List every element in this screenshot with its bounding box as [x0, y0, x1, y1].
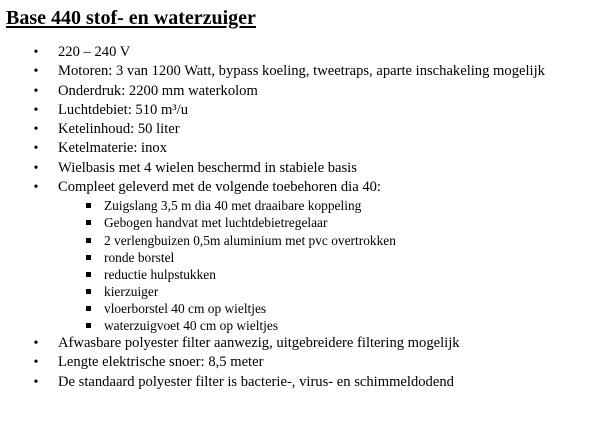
- spec-list: [0, 43, 600, 392]
- list-item-text: Luchtdebiet: 510 m³/u: [58, 101, 189, 118]
- bullet-icon: •: [33, 102, 39, 118]
- square-bullet-icon: [86, 306, 91, 311]
- square-bullet-icon: [86, 220, 91, 225]
- list-item-text: 220 – 240 V: [58, 44, 131, 60]
- bullet-icon: •: [33, 336, 39, 352]
- list-item-text: De standaard polyester filter is bacterie-, virus- en schimmeldodend: [58, 373, 454, 390]
- list-item: [0, 101, 600, 120]
- list-item: [0, 353, 600, 372]
- bullet-icon: •: [33, 141, 39, 157]
- sub-list-item-text: Gebogen handvat met luchtdebietregelaar: [104, 215, 328, 231]
- square-bullet-icon: [86, 323, 91, 328]
- list-item-text: Lengte elektrische snoer: 8,5 meter: [58, 354, 264, 371]
- list-item-text: Onderdruk: 2200 mm waterkolom: [58, 82, 258, 99]
- list-item: [0, 62, 600, 81]
- sub-list-item: [0, 232, 600, 249]
- accessories-list: [58, 197, 600, 334]
- sub-list-item-text: vloerborstel 40 cm op wieltjes: [104, 300, 267, 316]
- sub-list-item-text: kierzuiger: [104, 283, 159, 299]
- list-item: [0, 43, 600, 62]
- sub-list-item-text: ronde borstel: [104, 249, 175, 265]
- bullet-icon: •: [33, 355, 39, 371]
- list-item-accessories: [0, 178, 600, 334]
- list-item: [0, 120, 600, 139]
- square-bullet-icon: [86, 289, 91, 294]
- list-item-text: Afwasbare polyester filter aanwezig, uitgebreidere filtering mogelijk: [58, 335, 460, 352]
- square-bullet-icon: [86, 272, 91, 277]
- list-item-text: Wielbasis met 4 wielen beschermd in stabiele basis: [58, 159, 357, 176]
- bullet-icon: •: [33, 160, 39, 176]
- list-item: [0, 139, 600, 158]
- sub-list-item-text: reductie hulpstukken: [104, 266, 216, 282]
- list-item-text: Motoren: 3 van 1200 Watt, bypass koeling, tweetraps, aparte inschakeling mogelijk: [58, 63, 545, 80]
- sub-list-item: [0, 249, 600, 266]
- sub-list-item-text: Zuigslang 3,5 m dia 40 met draaibare koppeling: [104, 198, 362, 214]
- sub-list-item: [0, 197, 600, 214]
- list-item: [0, 373, 600, 392]
- square-bullet-icon: [86, 255, 91, 260]
- bullet-icon: •: [33, 45, 39, 60]
- sub-list-item-text: waterzuigvoet 40 cm op wieltjes: [104, 318, 279, 334]
- square-bullet-icon: [86, 203, 91, 208]
- sub-list-item: [0, 266, 600, 283]
- sub-list-item: [0, 300, 600, 317]
- list-item: [0, 159, 600, 178]
- sub-list-item: [0, 214, 600, 231]
- square-bullet-icon: [86, 238, 91, 243]
- list-item-text: Compleet geleverd met de volgende toebehoren dia 40:: [58, 179, 381, 196]
- bullet-icon: •: [33, 180, 39, 196]
- list-item-text: Ketelinhoud: 50 liter: [58, 121, 180, 138]
- document-title: Base 440 stof- en waterzuiger: [6, 7, 256, 29]
- list-item: [0, 334, 600, 353]
- sub-list-item: [0, 317, 600, 334]
- list-item-text: Ketelmaterie: inox: [58, 140, 168, 157]
- sub-list-item: [0, 283, 600, 300]
- sub-list-item-text: 2 verlengbuizen 0,5m aluminium met pvc overtrokken: [104, 232, 396, 248]
- list-item: [0, 82, 600, 101]
- bullet-icon: •: [33, 64, 39, 80]
- bullet-icon: •: [33, 122, 39, 138]
- bullet-icon: •: [33, 83, 39, 99]
- bullet-icon: •: [33, 374, 39, 390]
